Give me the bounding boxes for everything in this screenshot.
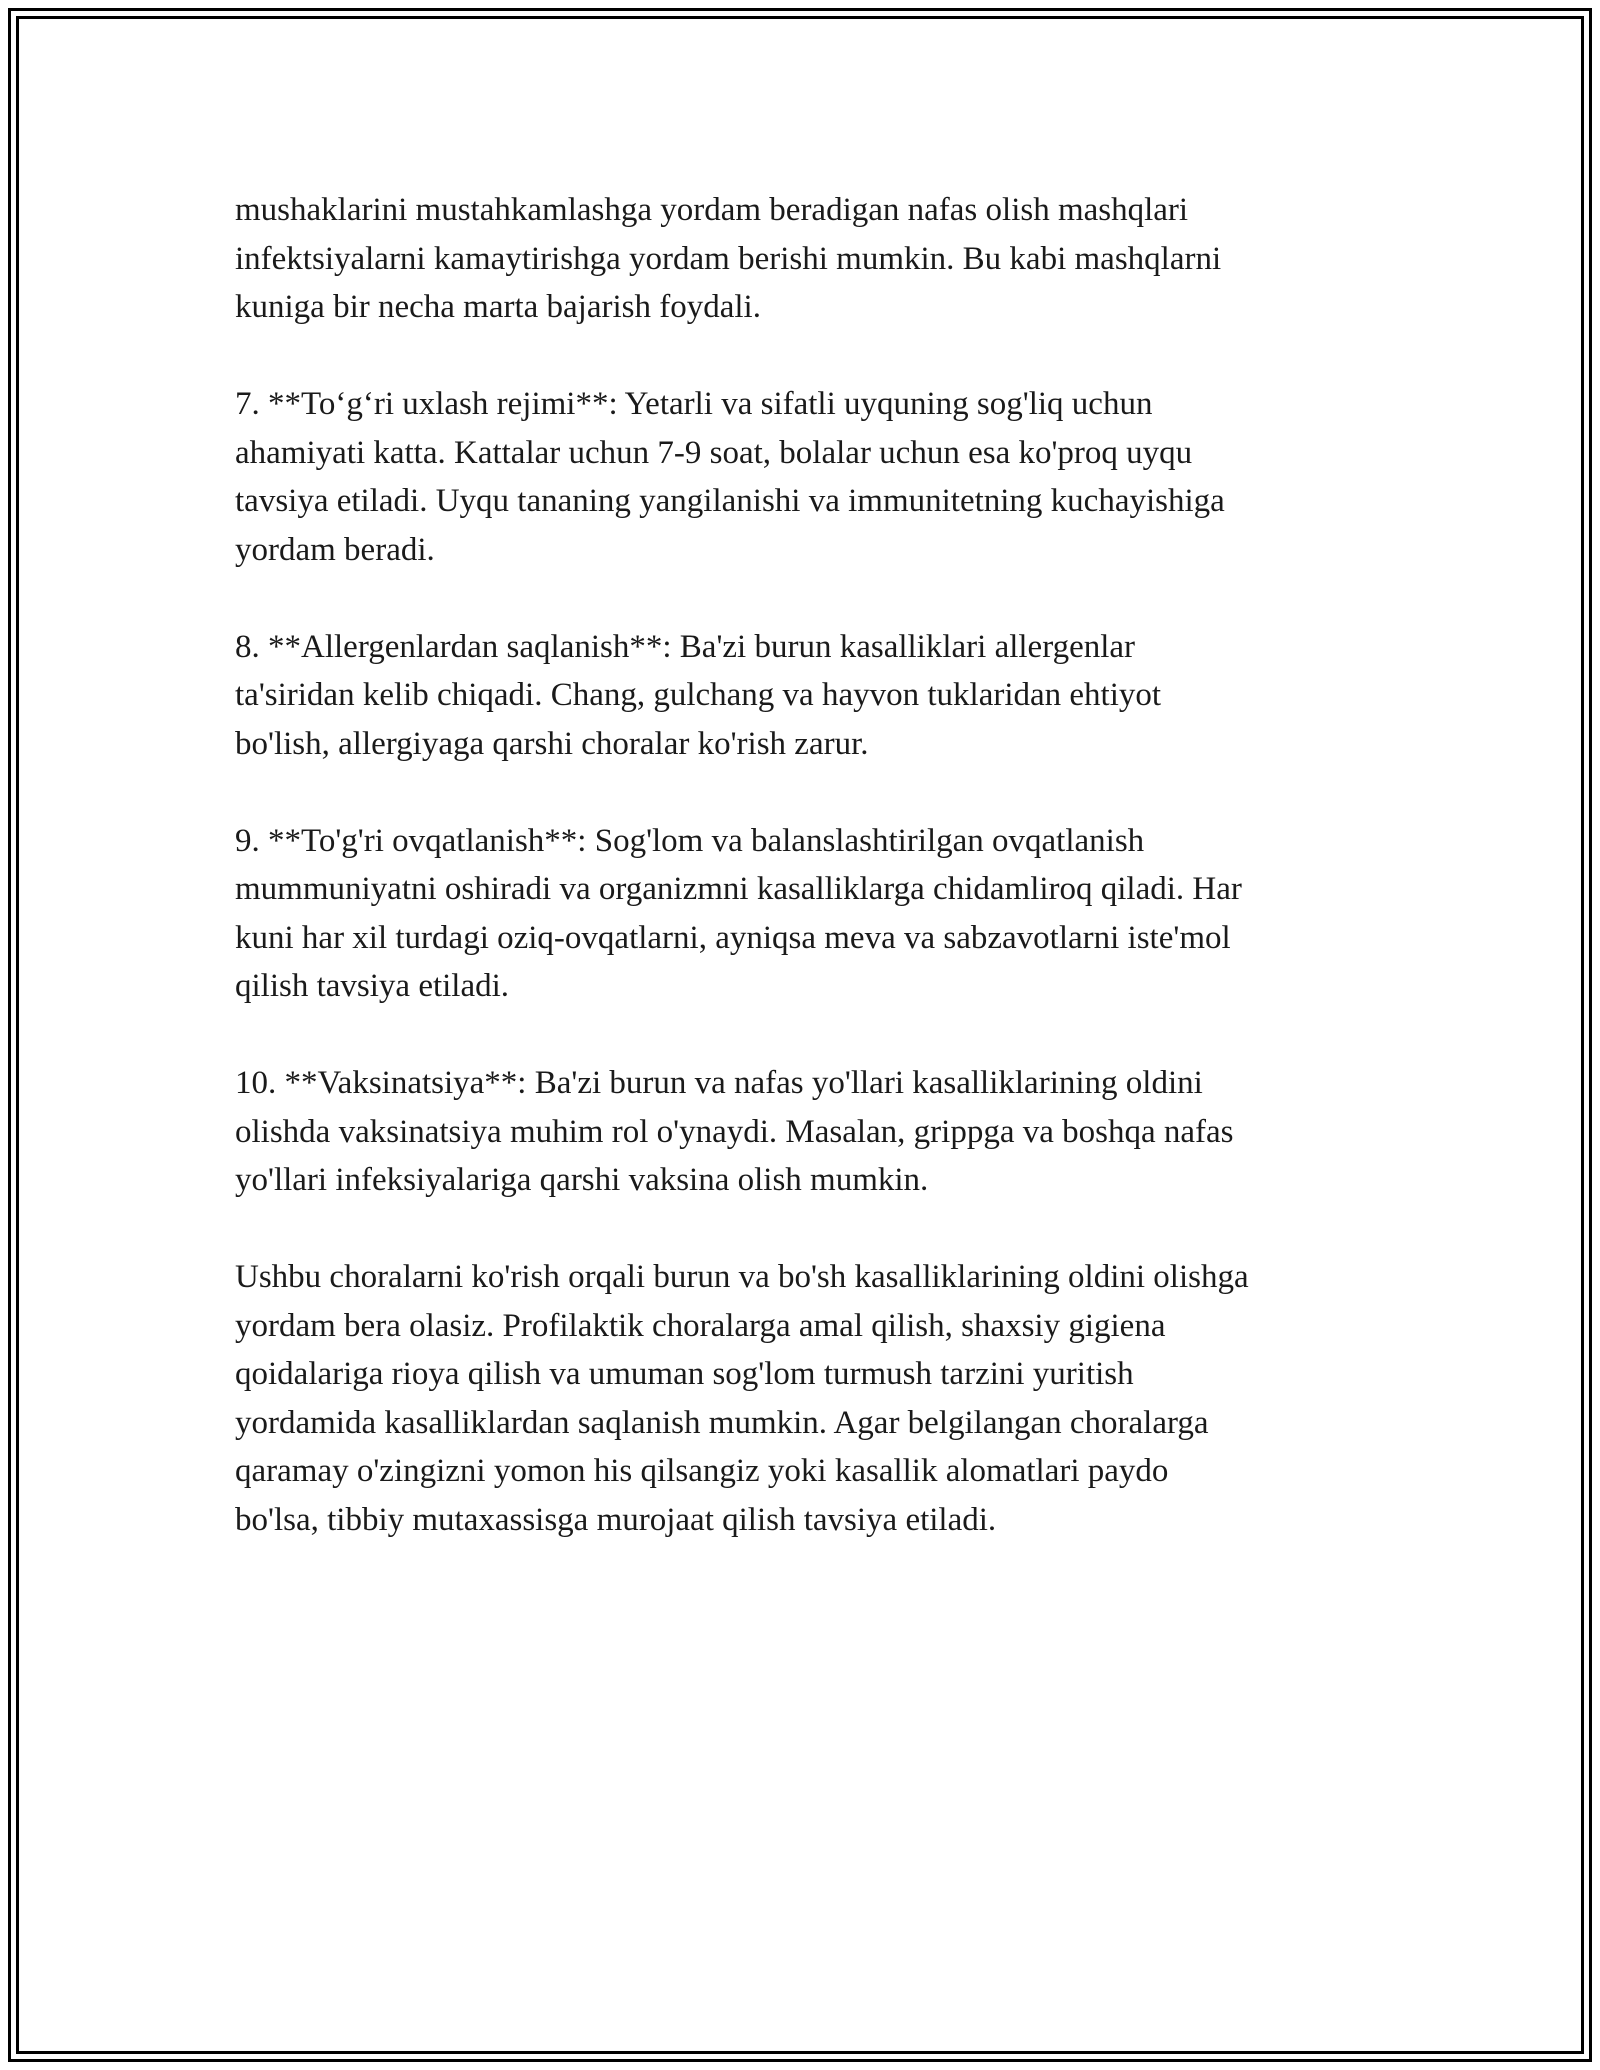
paragraph-item-8-allergens: [235, 623, 1375, 769]
text-line: yordam beradi.: [235, 531, 435, 568]
text-line: tavsiya etiladi. Uyqu tananing yangilanishi va immunitetning kuchayishiga: [235, 483, 1225, 519]
text-line: kuniga bir necha marta bajarish foydali.: [235, 289, 761, 325]
text-line: mushaklarini mustahkamlashga yordam beradigan nafas olish mashqlari: [235, 192, 1189, 228]
text-line: mummuniyatni oshiradi va organizmni kasalliklarga chidamliroq qiladi. Har: [235, 871, 1242, 907]
text-line: bo'lsa, tibbiy mutaxassisga murojaat qilish tavsiya etiladi.: [235, 1501, 997, 1538]
text-line: 7. **To‘g‘ri uxlash rejimi**: Yetarli va sifatli uyquning sog'liq uchun: [235, 386, 1153, 422]
document-body: [235, 186, 1375, 1593]
paragraph-breathing-exercises: [235, 186, 1375, 332]
text-line: yordam bera olasiz. Profilaktik choralarga amal qilish, shaxsiy gigiena: [235, 1307, 1166, 1344]
text-line: yo'llari infeksiyalariga qarshi vaksina olish mumkin.: [235, 1162, 929, 1198]
text-line: qoidalariga rioya qilish va umuman sog'lom turmush tarzini yuritish: [235, 1356, 1134, 1392]
text-line: yordamida kasalliklardan saqlanish mumkin. Agar belgilangan choralarga: [235, 1404, 1209, 1441]
text-line: ta'siridan kelib chiqadi. Chang, gulchang va hayvon tuklaridan ehtiyot: [235, 677, 1162, 713]
text-line: qilish tavsiya etiladi.: [235, 968, 510, 1004]
paragraph-item-9-nutrition: [235, 817, 1375, 1011]
text-line: infektsiyalarni kamaytirishga yordam berishi mumkin. Bu kabi mashqlarni: [235, 240, 1222, 277]
text-line: 9. **To'g'ri ovqatlanish**: Sog'lom va balanslashtirilgan ovqatlanish: [235, 822, 1145, 859]
text-line: qaramay o'zingizni yomon his qilsangiz yoki kasallik alomatlari paydo: [235, 1453, 1169, 1489]
paragraph-item-10-vaccination: [235, 1059, 1375, 1205]
paragraph-conclusion: [235, 1253, 1375, 1544]
text-line: ahamiyati katta. Kattalar uchun 7-9 soat, bolalar uchun esa ko'proq uyqu: [235, 434, 1193, 471]
text-line: 10. **Vaksinatsiya**: Ba'zi burun va nafas yo'llari kasalliklarining oldini: [235, 1065, 1203, 1101]
text-line: kuni har xil turdagi oziq-ovqatlarni, ayniqsa meva va sabzavotlarni iste'mol: [235, 919, 1231, 956]
text-line: 8. **Allergenlardan saqlanish**: Ba'zi burun kasalliklari allergenlar: [235, 628, 1136, 665]
text-line: olishda vaksinatsiya muhim rol o'ynaydi. Masalan, grippga va boshqa nafas: [235, 1113, 1234, 1150]
text-line: Ushbu choralarni ko'rish orqali burun va bo'sh kasalliklarining oldini olishga: [235, 1259, 1249, 1295]
paragraph-item-7-sleep: [235, 380, 1375, 574]
text-line: bo'lish, allergiyaga qarshi choralar ko'rish zarur.: [235, 725, 869, 762]
